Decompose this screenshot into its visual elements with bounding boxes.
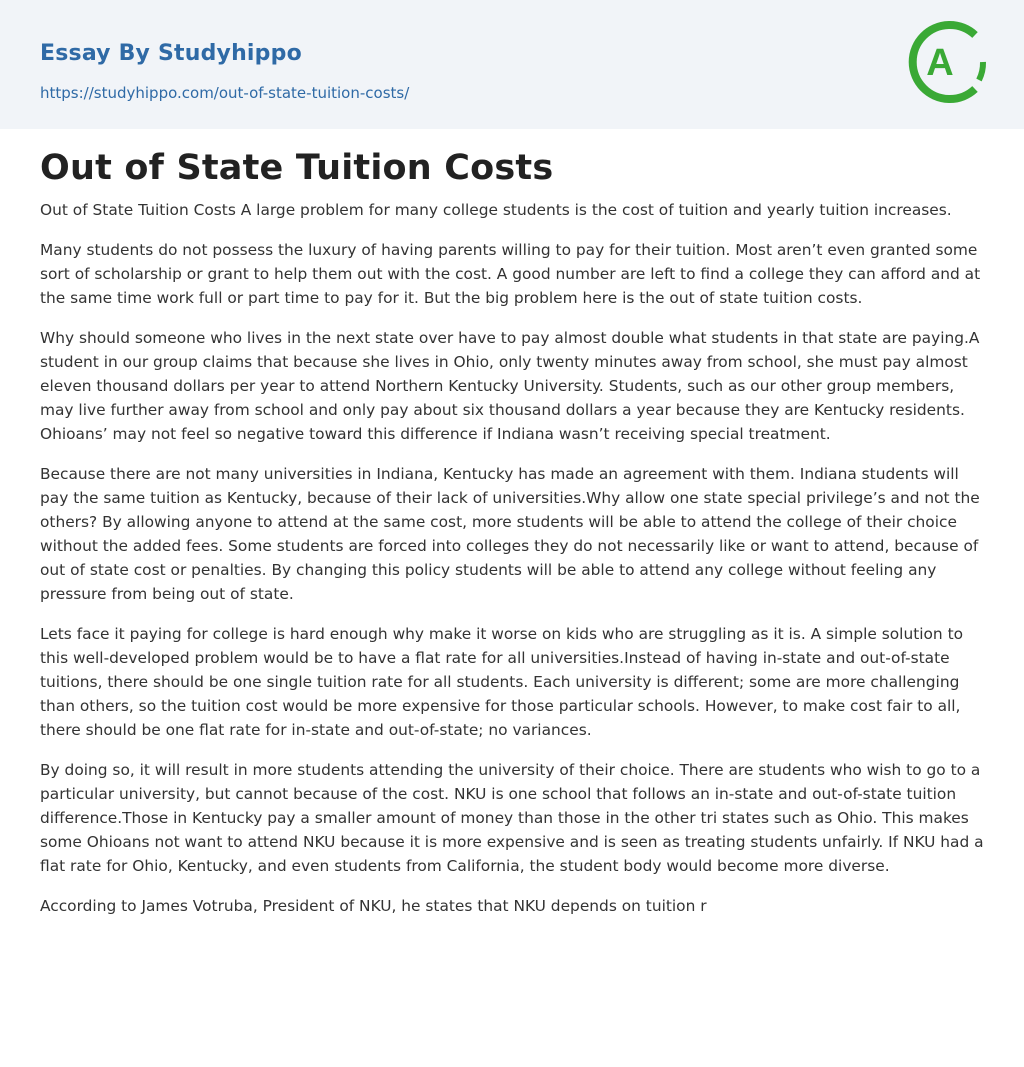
article-paragraph-2: Many students do not possess the luxury of having parents willing to pay for their tuition. Most aren’t even granted some sort of scholarship or grant to help them out with the cost. A good number are left to find a college they can afford and at the same time work full or part time to pay for it. But the big problem here is the out of state tuition costs. xyxy=(40,241,981,307)
site-brand[interactable]: Essay By Studyhippo xyxy=(40,41,302,66)
article-paragraph-7: According to James Votruba, President of NKU, he states that NKU depends on tuition r xyxy=(40,897,707,915)
logo-letter: A xyxy=(926,42,954,84)
article-paragraph-4: Because there are not many universities in Indiana, Kentucky has made an agreement with them. Indiana students will pay the same tuition as Kentucky, because of their lack of universities.Why allow one state special privilege’s and not the others? By allowing anyone to attend at the same cost, more students will be able to attend the college of their choice without the added fees. Some students are forced into colleges they do not necessarily like or want to attend, because of out of state cost or penalties. By changing this policy students will be able to attend any college without feeling any pressure from being out of state. xyxy=(40,465,980,603)
article-paragraph-6: By doing so, it will result in more students attending the university of their choice. There are students who wish to go to a particular university, but cannot because of the cost. NKU is one school that follows an in-state and out-of-state tuition difference.Those in Kentucky pay a smaller amount of money than those in the other tri states such as Ohio. This makes some Ohioans not want to attend NKU because it is more expensive and is seen as treating students unfairly. If NKU had a flat rate for Ohio, Kentucky, and even students from California, the student body would become more diverse. xyxy=(40,761,984,875)
article-paragraph-3: Why should someone who lives in the next state over have to pay almost double what students in that state are paying.A student in our group claims that because she lives in Ohio, only twenty minutes away from school, she must pay almost eleven thousand dollars per year to attend Northern Kentucky University. Students, such as our other group members, may live further away from school and only pay about six thousand dollars a year because they are Kentucky residents. Ohioans’ may not feel so negative toward this difference if Indiana wasn’t receiving special treatment. xyxy=(40,329,980,443)
article-title: Out of State Tuition Costs xyxy=(40,148,554,188)
site-header xyxy=(0,0,1024,129)
article-paragraph-1: Out of State Tuition Costs A large problem for many college students is the cost of tuition and yearly tuition increases. xyxy=(40,201,952,219)
essay-url-link[interactable]: https://studyhippo.com/out-of-state-tuition-costs/ xyxy=(40,84,410,102)
article-paragraph-5: Lets face it paying for college is hard enough why make it worse on kids who are struggling as it is. A simple solution to this well-developed problem would be to have a flat rate for all universities.Instead of having in-state and out-of-state tuitions, there should be one single tuition rate for all students. Each university is different; some are more challenging than others, so the tuition cost would be more expensive for those particular schools. However, to make cost fair to all, there should be one flat rate for in-state and out-of-state; no variances. xyxy=(40,625,964,739)
article xyxy=(40,146,984,934)
studyhippo-logo-icon[interactable] xyxy=(903,20,987,104)
